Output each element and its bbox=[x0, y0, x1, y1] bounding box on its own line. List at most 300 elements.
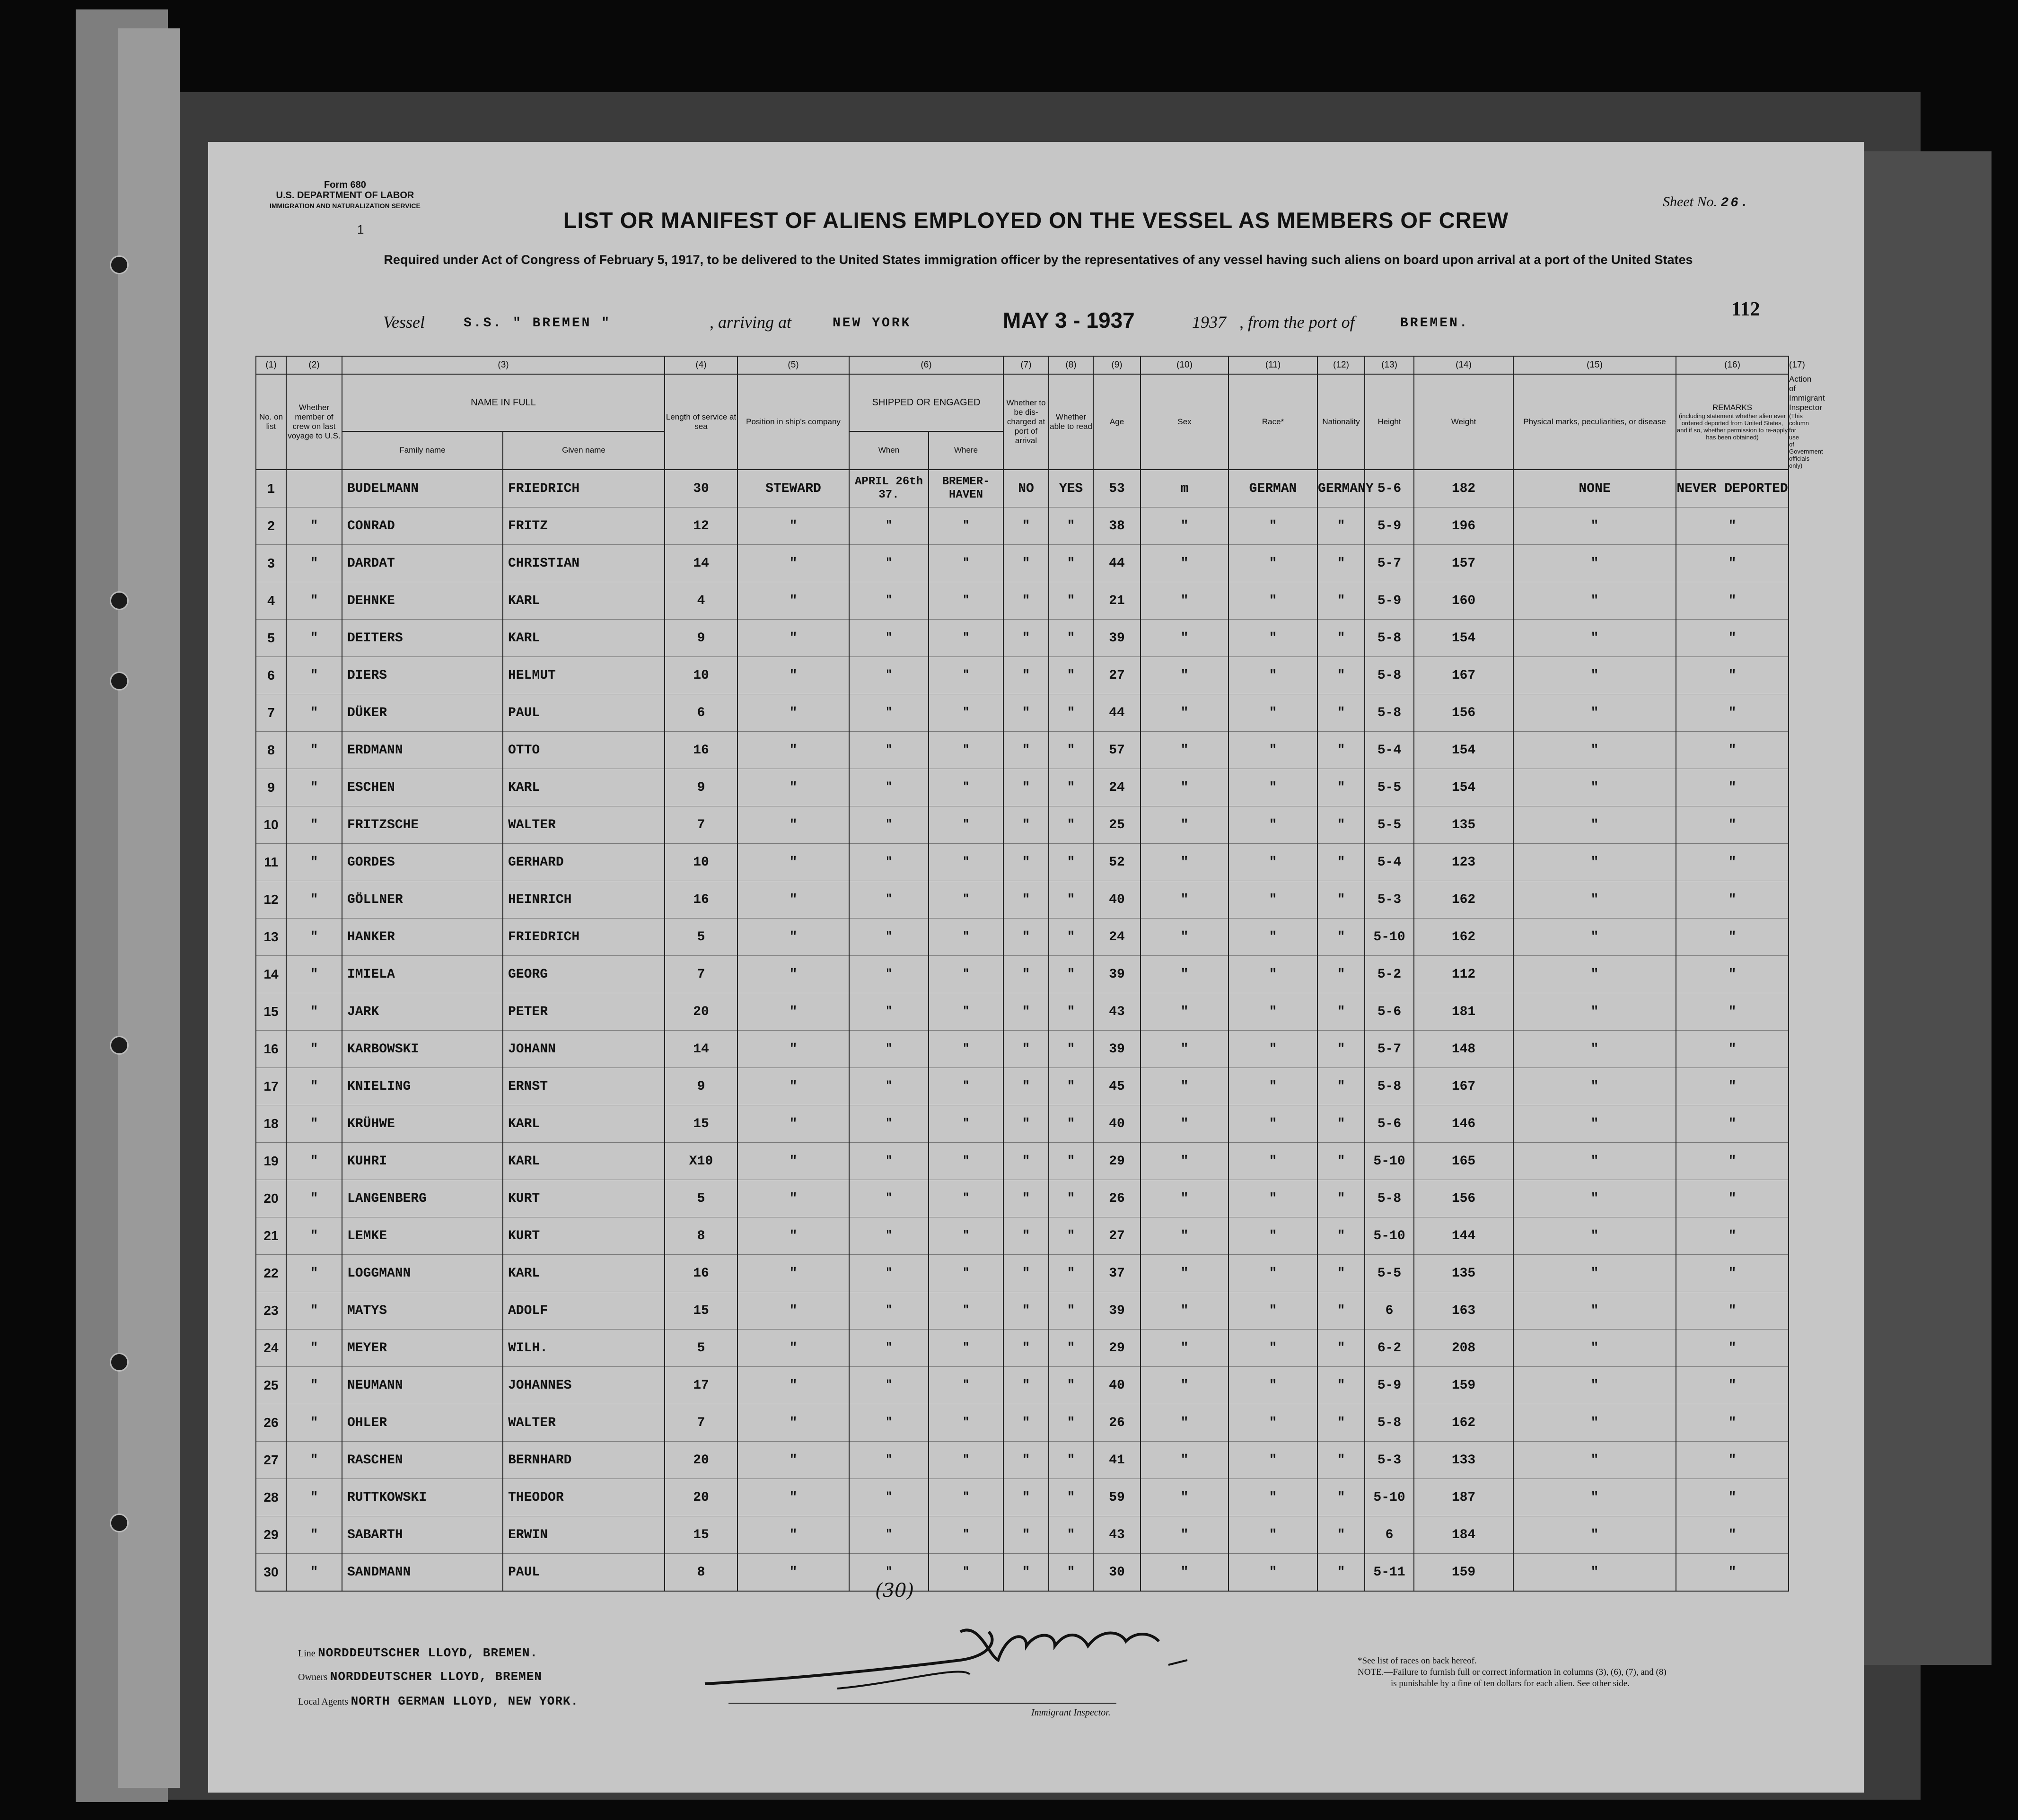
row-height: 5-5 bbox=[1365, 1255, 1414, 1292]
row-nationality: " bbox=[1317, 657, 1365, 694]
row-number: 3 bbox=[256, 545, 286, 582]
owners-row bbox=[298, 1670, 542, 1684]
row-given-name: PAUL bbox=[503, 694, 665, 732]
row-service: 5 bbox=[665, 1180, 737, 1217]
row-family-name: CONRAD bbox=[342, 508, 503, 545]
row-shipped-where: " bbox=[929, 806, 1003, 844]
row-weight: 159 bbox=[1414, 1554, 1513, 1592]
row-age: 24 bbox=[1093, 769, 1141, 806]
row-weight: 157 bbox=[1414, 545, 1513, 582]
row-marks: " bbox=[1513, 1180, 1676, 1217]
row-discharged: " bbox=[1003, 582, 1049, 620]
row-weight: 159 bbox=[1414, 1367, 1513, 1404]
row-nationality: " bbox=[1317, 919, 1365, 956]
row-position: " bbox=[737, 1255, 849, 1292]
row-remarks: " bbox=[1676, 1068, 1789, 1105]
row-shipped-where: " bbox=[929, 1404, 1003, 1442]
table-row bbox=[256, 508, 1789, 545]
row-family-name: GORDES bbox=[342, 844, 503, 881]
agents-value: NORTH GERMAN LLOYD, NEW YORK. bbox=[351, 1694, 579, 1708]
colnum-7: (7) bbox=[1003, 356, 1049, 374]
row-family-name: KNIELING bbox=[342, 1068, 503, 1105]
colnum-3: (3) bbox=[342, 356, 665, 374]
table-row bbox=[256, 582, 1789, 620]
row-given-name: PETER bbox=[503, 993, 665, 1031]
colnum-15: (15) bbox=[1513, 356, 1676, 374]
arriving-label: , arriving at bbox=[710, 313, 792, 332]
row-crew: " bbox=[286, 1330, 342, 1367]
remarks-title: REMARKS bbox=[1712, 403, 1753, 412]
row-remarks: " bbox=[1676, 1554, 1789, 1592]
header-crew: Whether member of crew on last voyage to U.S. bbox=[286, 374, 342, 470]
row-weight: 167 bbox=[1414, 1068, 1513, 1105]
row-able-to-read: " bbox=[1049, 769, 1093, 806]
row-able-to-read: " bbox=[1049, 1404, 1093, 1442]
row-race: " bbox=[1228, 1330, 1317, 1367]
row-shipped-when: " bbox=[849, 545, 929, 582]
row-height: 5-6 bbox=[1365, 1105, 1414, 1143]
row-position: " bbox=[737, 1516, 849, 1554]
row-height: 5-9 bbox=[1365, 582, 1414, 620]
row-age: 38 bbox=[1093, 508, 1141, 545]
row-position: " bbox=[737, 1068, 849, 1105]
row-weight: 167 bbox=[1414, 657, 1513, 694]
row-height: 5-10 bbox=[1365, 1217, 1414, 1255]
row-remarks: " bbox=[1676, 1180, 1789, 1217]
row-service: 20 bbox=[665, 1479, 737, 1516]
row-given-name: ERWIN bbox=[503, 1516, 665, 1554]
row-family-name: MEYER bbox=[342, 1330, 503, 1367]
row-marks: " bbox=[1513, 1479, 1676, 1516]
row-nationality: " bbox=[1317, 1554, 1365, 1592]
header-no: No. on list bbox=[256, 374, 286, 470]
row-nationality: " bbox=[1317, 545, 1365, 582]
row-position: " bbox=[737, 956, 849, 993]
form-dept: U.S. DEPARTMENT OF LABOR bbox=[276, 190, 414, 201]
row-nationality: " bbox=[1317, 806, 1365, 844]
row-height: 5-8 bbox=[1365, 1068, 1414, 1105]
row-weight: 148 bbox=[1414, 1031, 1513, 1068]
row-able-to-read: " bbox=[1049, 881, 1093, 919]
row-sex: " bbox=[1141, 1330, 1228, 1367]
row-given-name: KARL bbox=[503, 1255, 665, 1292]
row-race: " bbox=[1228, 1516, 1317, 1554]
row-position: STEWARD bbox=[737, 470, 849, 508]
row-position: " bbox=[737, 1479, 849, 1516]
agents-row bbox=[298, 1694, 579, 1708]
header-race: Race* bbox=[1228, 374, 1317, 470]
row-nationality: " bbox=[1317, 1330, 1365, 1367]
row-marks: " bbox=[1513, 1292, 1676, 1330]
row-remarks: " bbox=[1676, 508, 1789, 545]
row-nationality: " bbox=[1317, 844, 1365, 881]
row-remarks: " bbox=[1676, 956, 1789, 993]
row-marks: " bbox=[1513, 769, 1676, 806]
row-number: 16 bbox=[256, 1031, 286, 1068]
row-marks: " bbox=[1513, 1143, 1676, 1180]
row-discharged: NO bbox=[1003, 470, 1049, 508]
row-number: 28 bbox=[256, 1479, 286, 1516]
row-shipped-where: " bbox=[929, 1554, 1003, 1592]
row-crew: " bbox=[286, 1554, 342, 1592]
row-shipped-when: " bbox=[849, 1143, 929, 1180]
row-nationality: " bbox=[1317, 582, 1365, 620]
header-shipped: SHIPPED OR ENGAGED bbox=[849, 374, 1003, 431]
row-shipped-where: " bbox=[929, 956, 1003, 993]
row-given-name: KARL bbox=[503, 1143, 665, 1180]
row-service: 15 bbox=[665, 1292, 737, 1330]
line-label: Line bbox=[298, 1648, 316, 1659]
row-weight: 154 bbox=[1414, 620, 1513, 657]
row-height: 5-9 bbox=[1365, 1367, 1414, 1404]
row-discharged: " bbox=[1003, 1442, 1049, 1479]
table-row bbox=[256, 657, 1789, 694]
row-marks: " bbox=[1513, 1516, 1676, 1554]
footnote-fine-1: NOTE.—Failure to furnish full or correct information in columns (3), (6), (7), and (8) bbox=[1358, 1667, 1667, 1677]
row-race: " bbox=[1228, 620, 1317, 657]
row-number: 23 bbox=[256, 1292, 286, 1330]
row-age: 26 bbox=[1093, 1404, 1141, 1442]
row-able-to-read: " bbox=[1049, 919, 1093, 956]
inspector-label: Immigrant Inspector. bbox=[1031, 1707, 1111, 1718]
row-age: 39 bbox=[1093, 956, 1141, 993]
crew-table: (1) (2) (3) (4) (5) (6) (7) (8) (9) (10) (11) (12) (13) (14) (15) (16) (17) No. on list Whether member of crew on last voyage to U.S. NAME IN FULL Length of service at sea Position in ship's company SHIPPED OR ENGAGED Whether to be dis-charged at port of arrival Whether able to read Age Sex Race* Nationality Height Weight Physical marks, peculiarities, or disease REMARKS (including statement whether alien ever ordered deported from United States, and if so, whether permission to re-apply has been obtained) Action of Immigrant Inspector (This column for use of Government officials only) Family name Given name When Where 1 BUDELMANN FRIEDRICH 30 STEWARD APRIL 26th 37. BREMER- HAVEN NO YES 53 m GERMAN GERMANY 5-6 182 NONE NEVER DEPORTED 2 " CONRAD FRITZ 12 " " " " " 38 " " " 5-9 196 " " 3 " DARDAT CHRISTIAN 14 " " " " " 44 " " " 5-7 157 " " 4 " DEHNKE KARL 4 " " " " " 21 " " " 5-9 160 " " 5 " DEITERS KARL 9 " " " " " 39 " " " 5-8 154 " " 6 " DIERS HELMUT 10 " " " " " 27 " " " 5-8 167 " " 7 " DÜKER PAUL 6 " " " " " 44 " " " 5-8 156 " " 8 " ERDMANN OTTO 16 " " " " " 57 " " " 5-4 154 " " 9 " ESCHEN KARL 9 " " " " " 24 " " " 5-5 154 " " 10 " FRITZSCHE WALTER 7 " " " " " 25 " " " 5-5 135 " " 11 " GORDES GERHARD 10 " " " " " 52 " " " 5-4 123 " " 12 " GÖLLNER HEINRICH 16 " " " " " 40 " " " 5-3 162 " " 13 " HANKER FRIEDRICH 5 " " " " " 24 " " " 5-10 162 " " 14 " IMIELA GEORG 7 " " " " " 39 " " " 5-2 112 " " 15 " JARK PETER 20 " " " " " 43 " " " 5-6 181 " " 16 " KARBOWSKI JOHANN 14 " " " " " 39 " " " 5-7 148 " " 17 " KNIELING ERNST 9 " " " " " 45 " " " 5-8 167 " " 18 " KRÜHWE KARL 15 " " " " " 40 " " " 5-6 146 " " 19 " KUHRI KARL X10 " " " " " 29 " " " 5-10 165 " " 20 " LANGENBERG KURT 5 " " " " " 26 " " " 5-8 156 " " 21 " LEMKE KURT 8 " " " " " 27 " " " 5-10 144 " " 22 " LOGGMANN KARL 16 " " " " " 37 " " " 5-5 135 " " 23 " MATYS ADOLF 15 " " " " " 39 " " " 6 163 " " 24 " MEYER WILH. 5 " " " " " 29 " " " 6-2 208 " " 25 " NEUMANN JOHANNES 17 " " " " " 40 " " " 5-9 159 " " 26 " OHLER WALTER 7 " " " " " 26 " " " 5-8 162 " " 27 " RASCHEN BERNHARD 20 " " " " " 41 " " " 5-3 133 " " 28 " RUTTKOWSKI THEODOR 20 " " " " " 59 " " " 5-10 187 " " 29 " SABARTH ERWIN 15 " " " " " 43 " " " 6 184 " " 30 " SANDMANN PAUL 8 " " " " " 30 " " " 5-11 159 " " bbox=[255, 356, 1789, 1610]
row-race: " bbox=[1228, 732, 1317, 769]
row-weight: 196 bbox=[1414, 508, 1513, 545]
row-able-to-read: " bbox=[1049, 545, 1093, 582]
row-race: " bbox=[1228, 1292, 1317, 1330]
row-service: 15 bbox=[665, 1516, 737, 1554]
table-row bbox=[256, 1031, 1789, 1068]
row-able-to-read: " bbox=[1049, 806, 1093, 844]
header-discharged: Whether to be dis-charged at port of arrival bbox=[1003, 374, 1049, 470]
row-number: 12 bbox=[256, 881, 286, 919]
row-number: 5 bbox=[256, 620, 286, 657]
row-service: 10 bbox=[665, 844, 737, 881]
row-weight: 163 bbox=[1414, 1292, 1513, 1330]
row-race: " bbox=[1228, 993, 1317, 1031]
row-crew: " bbox=[286, 694, 342, 732]
row-nationality: " bbox=[1317, 1217, 1365, 1255]
row-shipped-when: " bbox=[849, 1479, 929, 1516]
row-age: 40 bbox=[1093, 1105, 1141, 1143]
row-crew: " bbox=[286, 657, 342, 694]
row-remarks: " bbox=[1676, 844, 1789, 881]
row-remarks: " bbox=[1676, 806, 1789, 844]
row-sex: " bbox=[1141, 694, 1228, 732]
row-discharged: " bbox=[1003, 881, 1049, 919]
row-race: " bbox=[1228, 508, 1317, 545]
row-sex: " bbox=[1141, 1255, 1228, 1292]
row-crew: " bbox=[286, 545, 342, 582]
row-remarks: " bbox=[1676, 1516, 1789, 1554]
row-discharged: " bbox=[1003, 1554, 1049, 1592]
row-race: GERMAN bbox=[1228, 470, 1317, 508]
colnum-4: (4) bbox=[665, 356, 737, 374]
row-marks: " bbox=[1513, 844, 1676, 881]
row-marks: " bbox=[1513, 508, 1676, 545]
row-shipped-when: " bbox=[849, 694, 929, 732]
row-remarks: " bbox=[1676, 919, 1789, 956]
row-number: 2 bbox=[256, 508, 286, 545]
row-remarks: " bbox=[1676, 993, 1789, 1031]
row-able-to-read: " bbox=[1049, 1143, 1093, 1180]
form-service: IMMIGRATION AND NATURALIZATION SERVICE bbox=[270, 202, 421, 210]
row-race: " bbox=[1228, 1442, 1317, 1479]
row-position: " bbox=[737, 919, 849, 956]
binder-hole bbox=[110, 1514, 129, 1532]
row-given-name: GERHARD bbox=[503, 844, 665, 881]
row-marks: " bbox=[1513, 1367, 1676, 1404]
row-sex: " bbox=[1141, 1292, 1228, 1330]
row-crew: " bbox=[286, 582, 342, 620]
row-age: 59 bbox=[1093, 1479, 1141, 1516]
row-service: 16 bbox=[665, 732, 737, 769]
row-sex: " bbox=[1141, 881, 1228, 919]
row-family-name: KARBOWSKI bbox=[342, 1031, 503, 1068]
row-given-name: FRITZ bbox=[503, 508, 665, 545]
row-shipped-where: " bbox=[929, 1479, 1003, 1516]
row-position: " bbox=[737, 1404, 849, 1442]
form-mark: 1 bbox=[357, 222, 364, 236]
table-row bbox=[256, 1479, 1789, 1516]
row-shipped-where: " bbox=[929, 1255, 1003, 1292]
row-service: 30 bbox=[665, 470, 737, 508]
row-marks: " bbox=[1513, 1068, 1676, 1105]
row-remarks: " bbox=[1676, 1105, 1789, 1143]
row-service: 6 bbox=[665, 694, 737, 732]
row-discharged: " bbox=[1003, 806, 1049, 844]
row-able-to-read: " bbox=[1049, 1180, 1093, 1217]
row-crew: " bbox=[286, 1479, 342, 1516]
row-family-name: DARDAT bbox=[342, 545, 503, 582]
row-remarks: " bbox=[1676, 1404, 1789, 1442]
row-weight: 187 bbox=[1414, 1479, 1513, 1516]
table-row bbox=[256, 694, 1789, 732]
header-where: Where bbox=[929, 431, 1003, 470]
header-age: Age bbox=[1093, 374, 1141, 470]
row-shipped-when: " bbox=[849, 1217, 929, 1255]
row-nationality: " bbox=[1317, 1068, 1365, 1105]
row-sex: " bbox=[1141, 657, 1228, 694]
row-discharged: " bbox=[1003, 732, 1049, 769]
row-weight: 135 bbox=[1414, 1255, 1513, 1292]
row-age: 43 bbox=[1093, 1516, 1141, 1554]
row-position: " bbox=[737, 1180, 849, 1217]
row-shipped-where: " bbox=[929, 1143, 1003, 1180]
row-nationality: " bbox=[1317, 1292, 1365, 1330]
header-nationality: Nationality bbox=[1317, 374, 1365, 470]
row-age: 27 bbox=[1093, 657, 1141, 694]
row-remarks: " bbox=[1676, 694, 1789, 732]
row-service: 5 bbox=[665, 1330, 737, 1367]
row-number: 14 bbox=[256, 956, 286, 993]
row-given-name: PAUL bbox=[503, 1554, 665, 1592]
header-sex: Sex bbox=[1141, 374, 1228, 470]
row-shipped-when: " bbox=[849, 1180, 929, 1217]
row-family-name: MATYS bbox=[342, 1292, 503, 1330]
row-weight: 208 bbox=[1414, 1330, 1513, 1367]
row-service: 7 bbox=[665, 1404, 737, 1442]
row-age: 25 bbox=[1093, 806, 1141, 844]
row-shipped-where: " bbox=[929, 508, 1003, 545]
inspector-signature bbox=[695, 1613, 1197, 1707]
row-shipped-where: " bbox=[929, 694, 1003, 732]
row-age: 29 bbox=[1093, 1330, 1141, 1367]
table-row bbox=[256, 1404, 1789, 1442]
row-sex: " bbox=[1141, 1516, 1228, 1554]
row-sex: " bbox=[1141, 1217, 1228, 1255]
row-sex: " bbox=[1141, 582, 1228, 620]
row-discharged: " bbox=[1003, 1031, 1049, 1068]
arriving-value: NEW YORK bbox=[833, 316, 912, 331]
header-given: Given name bbox=[503, 431, 665, 470]
header-service: Length of service at sea bbox=[665, 374, 737, 470]
row-shipped-where: " bbox=[929, 1217, 1003, 1255]
row-height: 6 bbox=[1365, 1516, 1414, 1554]
row-race: " bbox=[1228, 1479, 1317, 1516]
row-weight: 184 bbox=[1414, 1516, 1513, 1554]
colnum-16: (16) bbox=[1676, 356, 1789, 374]
row-service: 7 bbox=[665, 956, 737, 993]
row-age: 39 bbox=[1093, 620, 1141, 657]
table-row bbox=[256, 1554, 1789, 1592]
row-number: 9 bbox=[256, 769, 286, 806]
table-row bbox=[256, 1442, 1789, 1479]
row-weight: 112 bbox=[1414, 956, 1513, 993]
row-position: " bbox=[737, 993, 849, 1031]
row-weight: 162 bbox=[1414, 1404, 1513, 1442]
row-age: 39 bbox=[1093, 1292, 1141, 1330]
row-position: " bbox=[737, 1442, 849, 1479]
row-family-name: GÖLLNER bbox=[342, 881, 503, 919]
table-row bbox=[256, 993, 1789, 1031]
row-given-name: WALTER bbox=[503, 806, 665, 844]
header-family: Family name bbox=[342, 431, 503, 470]
row-crew: " bbox=[286, 508, 342, 545]
row-shipped-when: " bbox=[849, 1554, 929, 1592]
row-family-name: ESCHEN bbox=[342, 769, 503, 806]
port-label: , from the port of bbox=[1239, 313, 1355, 332]
row-given-name: WILH. bbox=[503, 1330, 665, 1367]
row-crew: " bbox=[286, 1143, 342, 1180]
row-shipped-when: " bbox=[849, 919, 929, 956]
row-number: 11 bbox=[256, 844, 286, 881]
row-race: " bbox=[1228, 844, 1317, 881]
row-sex: " bbox=[1141, 1479, 1228, 1516]
row-family-name: RASCHEN bbox=[342, 1442, 503, 1479]
row-marks: " bbox=[1513, 806, 1676, 844]
row-able-to-read: " bbox=[1049, 1367, 1093, 1404]
row-position: " bbox=[737, 1143, 849, 1180]
row-able-to-read: " bbox=[1049, 1031, 1093, 1068]
row-sex: " bbox=[1141, 1031, 1228, 1068]
row-family-name: LOGGMANN bbox=[342, 1255, 503, 1292]
row-nationality: " bbox=[1317, 732, 1365, 769]
row-race: " bbox=[1228, 956, 1317, 993]
row-race: " bbox=[1228, 1404, 1317, 1442]
row-able-to-read: " bbox=[1049, 1217, 1093, 1255]
row-service: 16 bbox=[665, 881, 737, 919]
row-able-to-read: " bbox=[1049, 1105, 1093, 1143]
owners-label: Owners bbox=[298, 1672, 328, 1682]
table-row bbox=[256, 881, 1789, 919]
binder-hole bbox=[110, 1353, 129, 1372]
row-nationality: " bbox=[1317, 769, 1365, 806]
line-row bbox=[298, 1646, 538, 1660]
row-discharged: " bbox=[1003, 1105, 1049, 1143]
row-height: 5-8 bbox=[1365, 1404, 1414, 1442]
colnum-14: (14) bbox=[1414, 356, 1513, 374]
row-discharged: " bbox=[1003, 1180, 1049, 1217]
row-race: " bbox=[1228, 1105, 1317, 1143]
row-remarks: " bbox=[1676, 1442, 1789, 1479]
row-discharged: " bbox=[1003, 545, 1049, 582]
row-family-name: DÜKER bbox=[342, 694, 503, 732]
header-read: Whether able to read bbox=[1049, 374, 1093, 470]
footnotes bbox=[1358, 1655, 1667, 1689]
row-crew: " bbox=[286, 1442, 342, 1479]
row-shipped-when: " bbox=[849, 1404, 929, 1442]
row-service: 15 bbox=[665, 1105, 737, 1143]
row-able-to-read: " bbox=[1049, 1292, 1093, 1330]
row-sex: " bbox=[1141, 1068, 1228, 1105]
row-height: 6 bbox=[1365, 1292, 1414, 1330]
row-marks: " bbox=[1513, 1217, 1676, 1255]
row-given-name: KARL bbox=[503, 582, 665, 620]
row-sex: " bbox=[1141, 993, 1228, 1031]
row-height: 5-8 bbox=[1365, 620, 1414, 657]
row-position: " bbox=[737, 545, 849, 582]
colnum-5: (5) bbox=[737, 356, 849, 374]
row-shipped-where: " bbox=[929, 732, 1003, 769]
row-shipped-when: " bbox=[849, 1031, 929, 1068]
row-sex: " bbox=[1141, 1404, 1228, 1442]
row-number: 25 bbox=[256, 1367, 286, 1404]
row-remarks: " bbox=[1676, 769, 1789, 806]
row-shipped-when: " bbox=[849, 1442, 929, 1479]
row-crew: " bbox=[286, 1367, 342, 1404]
row-nationality: " bbox=[1317, 956, 1365, 993]
row-age: 40 bbox=[1093, 881, 1141, 919]
owners-value: NORDDEUTSCHER LLOYD, BREMEN bbox=[330, 1670, 542, 1684]
row-service: 14 bbox=[665, 545, 737, 582]
colnum-1: (1) bbox=[256, 356, 286, 374]
header-height: Height bbox=[1365, 374, 1414, 470]
row-shipped-where: " bbox=[929, 657, 1003, 694]
row-number: 30 bbox=[256, 1554, 286, 1592]
row-weight: 123 bbox=[1414, 844, 1513, 881]
row-race: " bbox=[1228, 582, 1317, 620]
row-shipped-where: " bbox=[929, 1105, 1003, 1143]
row-nationality: " bbox=[1317, 508, 1365, 545]
row-race: " bbox=[1228, 769, 1317, 806]
row-age: 41 bbox=[1093, 1442, 1141, 1479]
row-crew: " bbox=[286, 806, 342, 844]
row-age: 52 bbox=[1093, 844, 1141, 881]
row-height: 5-2 bbox=[1365, 956, 1414, 993]
form-number: Form 680 bbox=[324, 180, 366, 190]
row-shipped-where: " bbox=[929, 844, 1003, 881]
row-weight: 135 bbox=[1414, 806, 1513, 844]
table-row bbox=[256, 1143, 1789, 1180]
row-position: " bbox=[737, 1367, 849, 1404]
row-given-name: KARL bbox=[503, 1105, 665, 1143]
row-weight: 144 bbox=[1414, 1217, 1513, 1255]
row-crew: " bbox=[286, 881, 342, 919]
row-service: 14 bbox=[665, 1031, 737, 1068]
row-age: 39 bbox=[1093, 1031, 1141, 1068]
